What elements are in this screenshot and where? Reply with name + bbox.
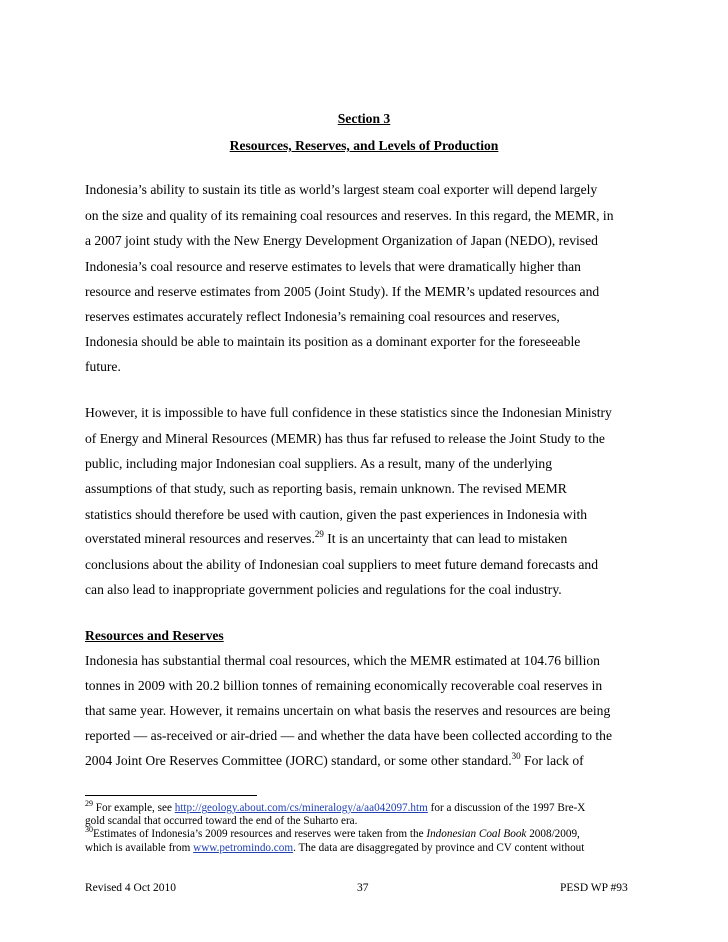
section-title: Resources, Reserves, and Levels of Production <box>229 138 499 153</box>
book-title: Indonesian Coal Book <box>426 828 527 840</box>
footnote-link-geology[interactable]: http://geology.about.com/cs/mineralogy/a/aa042097.htm <box>174 802 428 814</box>
text-line: Indonesia’s ability to sustain its title as world’s largest steam coal exporter will depend largely <box>85 182 598 197</box>
text-fragment: 2004 Joint Ore Reserves Committee (JORC) standard, or some other standard. <box>85 753 512 768</box>
footnote-text: Estimates of Indonesia’s 2009 resources and reserves were taken from the <box>93 828 427 840</box>
text-line: statistics should therefore be used with caution, given the past experiences in Indonesia with <box>85 507 588 522</box>
text-line: public, including major Indonesian coal suppliers. As a result, many of the underlying <box>85 456 552 471</box>
footnote-text: . The data are disaggregated by province and CV content without <box>293 842 585 854</box>
text-line: conclusions about the ability of Indonesian coal suppliers to meet future demand forecasts and <box>85 557 599 572</box>
footnote-text: for a discussion of the 1997 Bre-X <box>427 802 586 814</box>
footnote-30 <box>85 825 580 841</box>
text-line: of Energy and Mineral Resources (MEMR) has thus far refused to release the Joint Study to the <box>85 431 605 446</box>
text-line: that same year. However, it remains uncertain on what basis the reserves and resources are being <box>85 703 611 718</box>
footnote-29-line2: gold scandal that occurred toward the end of the Suharto era. <box>85 815 358 827</box>
footer-paper-id: PESD WP #93 <box>560 882 628 894</box>
text-line: future. <box>85 359 121 374</box>
text-fragment: For lack of <box>520 753 584 768</box>
footnote-text: which is available from <box>85 842 194 854</box>
text-line: reported — as-received or air-dried — and whether the data have been collected according to the <box>85 728 612 743</box>
text-line: However, it is impossible to have full confidence in these statistics since the Indonesian Ministry <box>85 405 612 420</box>
footnote-number: 30 <box>85 825 93 834</box>
footnote-ref-30[interactable]: 30 <box>511 751 521 761</box>
text-line: on the size and quality of its remaining coal resources and reserves. In this regard, the MEMR, in <box>85 208 614 223</box>
footnote-ref-29[interactable]: 29 <box>314 529 324 539</box>
footnote-30-line2 <box>85 842 584 855</box>
section-number: Section 3 <box>337 111 391 126</box>
text-line <box>85 753 584 769</box>
text-line: resource and reserve estimates from 2005 (Joint Study). If the MEMR’s updated resources and <box>85 284 600 299</box>
footnote-29 <box>85 799 586 815</box>
text-line: tonnes in 2009 with 20.2 billion tonnes of remaining economically recoverable coal reserves in <box>85 678 603 693</box>
footnote-link-petromindo[interactable]: www.petromindo.com <box>193 842 294 854</box>
text-line: assumptions of that study, such as reporting basis, remain unknown. The revised MEMR <box>85 481 567 496</box>
text-line: can also lead to inappropriate government policies and regulations for the coal industry. <box>85 582 562 597</box>
subheading: Resources and Reserves <box>85 628 224 643</box>
text-line: Indonesia has substantial thermal coal resources, which the MEMR estimated at 104.76 billion <box>85 653 600 668</box>
text-line: Indonesia should be able to maintain its position as a dominant exporter for the foreseeable <box>85 334 581 349</box>
text-fragment: It is an uncertainty that can lead to mistaken <box>323 531 568 546</box>
text-line <box>85 531 567 547</box>
footnote-text: For example, see <box>93 802 175 814</box>
footer-revision: Revised 4 Oct 2010 <box>85 882 177 894</box>
text-fragment: overstated mineral resources and reserves. <box>85 531 315 546</box>
page-number: 37 <box>357 882 369 894</box>
footnote-text: 2008/2009, <box>526 828 580 840</box>
text-line: reserves estimates accurately reflect Indonesia’s remaining coal resources and reserves, <box>85 309 560 324</box>
text-line: a 2007 joint study with the New Energy Development Organization of Japan (NEDO), revised <box>85 233 598 248</box>
footnote-divider <box>85 795 257 796</box>
text-line: Indonesia’s coal resource and reserve estimates to levels that were dramatically higher than <box>85 259 581 274</box>
footnote-number: 29 <box>85 799 93 808</box>
